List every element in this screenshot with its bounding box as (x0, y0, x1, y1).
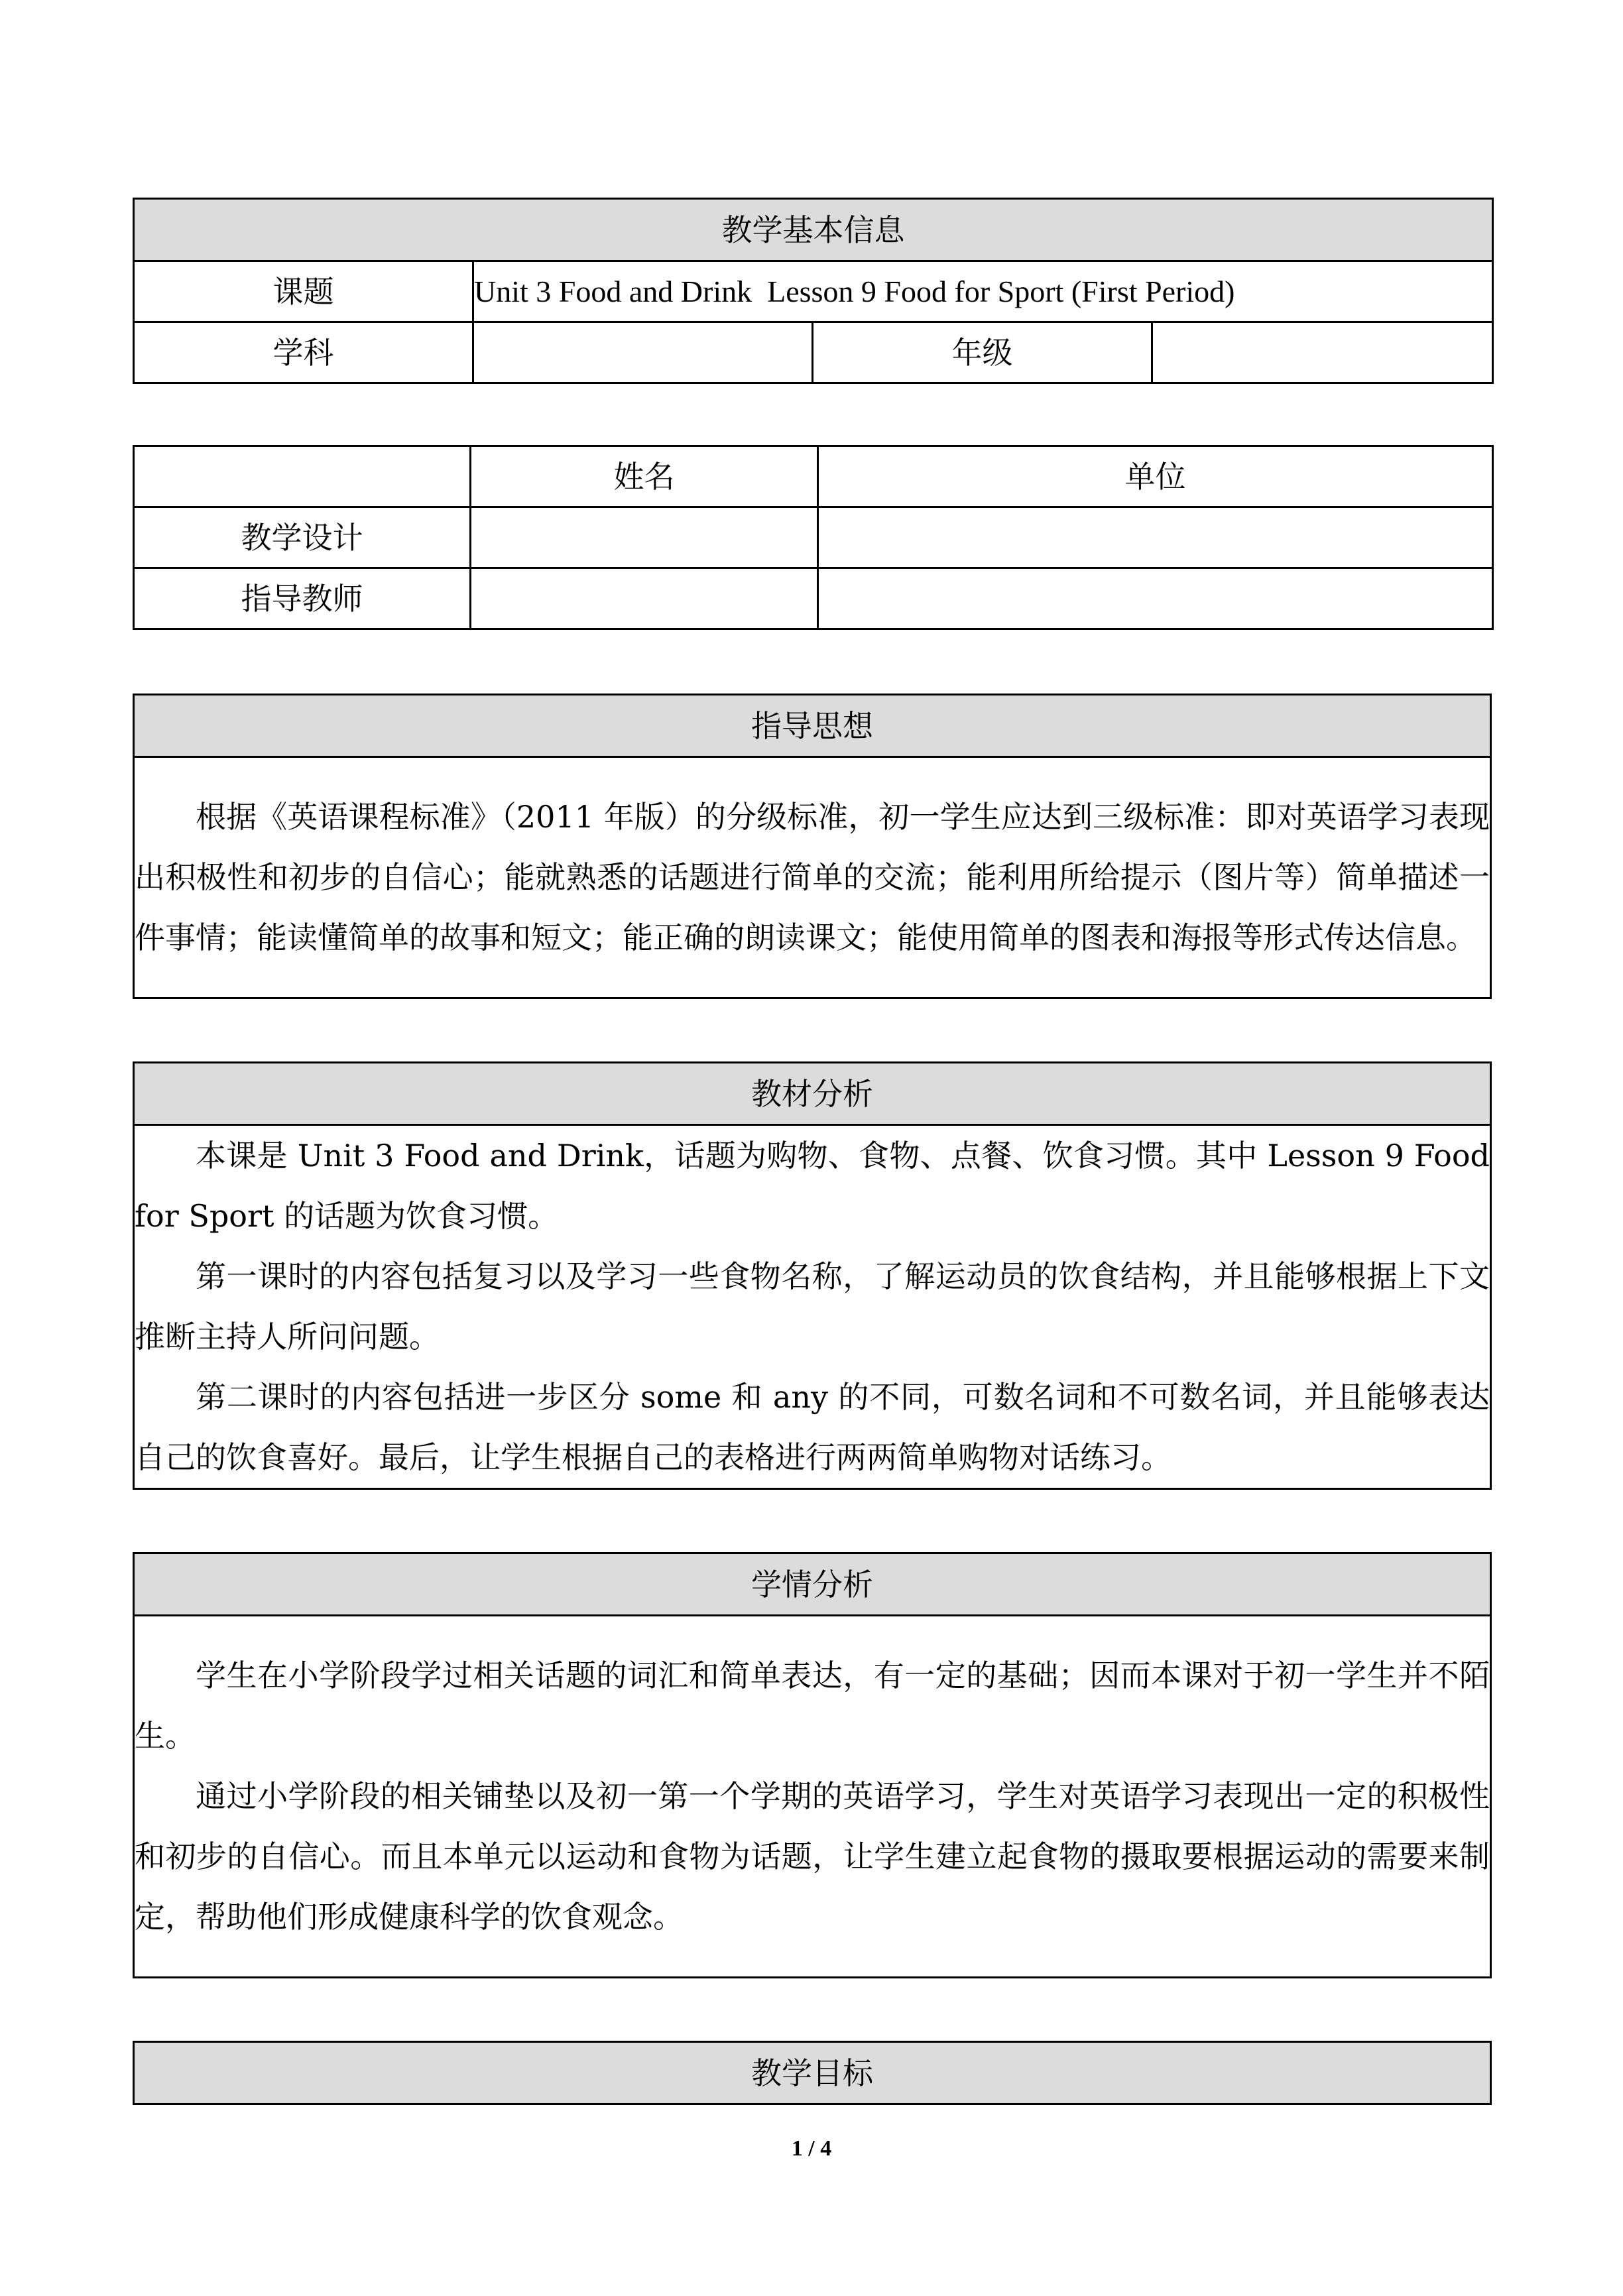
guiding-paragraph: 根据《英语课程标准》（2011 年版）的分级标准，初一学生应达到三级标准：即对英语学习表现出积极性和初步的自信心；能就熟悉的话题进行简单的交流；能利用所给提示（图片等）简单描述一件事情；能读懂简单的故事和短文；能正确的朗读课文；能使用简单的图表和海报等形式传达信息。 (135, 799, 1490, 955)
students-paragraph-2: 通过小学阶段的相关铺垫以及初一第一个学期的英语学习，学生对英语学习表现出一定的积极性和初步的自信心。而且本单元以运动和食物为话题，让学生建立起食物的摄取要根据运动的需要来制定，帮助他们形成健康科学的饮食观念。 (135, 1778, 1490, 1935)
page-number: 1 / 4 (791, 2136, 832, 2161)
name-header: 姓名 (471, 446, 818, 507)
students-table (133, 1552, 1492, 1978)
guiding-header: 指导思想 (134, 695, 1491, 757)
students-body (134, 1616, 1491, 1978)
textbook-paragraph-1: 本课是 Unit 3 Food and Drink，话题为购物、食物、点餐、饮食习惯。其中 Lesson 9 Food for Sport 的话题为饮食习惯。 (135, 1138, 1490, 1234)
textbook-table (133, 1061, 1492, 1490)
design-unit (818, 507, 1493, 568)
textbook-paragraph-3: 第二课时的内容包括进一步区分 some 和 any 的不同，可数名词和不可数名词，并且能够表达自己的饮食喜好。最后，让学生根据自己的表格进行两两简单购物对话练习。 (135, 1379, 1490, 1475)
topic-label: 课题 (134, 261, 473, 322)
grade-value (1152, 322, 1493, 383)
objectives-header: 教学目标 (134, 2042, 1491, 2104)
students-paragraph-1: 学生在小学阶段学过相关话题的词汇和简单表达，有一定的基础；因而本课对于初一学生并不陌生。 (135, 1658, 1490, 1754)
textbook-paragraph-2: 第一课时的内容包括复习以及学习一些食物名称，了解运动员的饮食结构，并且能够根据上下文推断主持人所问问题。 (135, 1258, 1490, 1355)
role-design: 教学设计 (134, 507, 471, 568)
unit-header: 单位 (818, 446, 1493, 507)
topic-value: Unit 3 Food and Drink Lesson 9 Food for Sport (First Period) (473, 261, 1493, 322)
subject-label: 学科 (134, 322, 473, 383)
objectives-table (133, 2041, 1492, 2105)
guiding-table (133, 694, 1492, 999)
people-corner-cell (134, 446, 471, 507)
guiding-body (134, 757, 1491, 998)
textbook-body (134, 1125, 1491, 1489)
design-name (471, 507, 818, 568)
role-advisor: 指导教师 (134, 568, 471, 629)
people-table (133, 445, 1494, 630)
subject-value (473, 322, 813, 383)
basic-info-table (133, 198, 1494, 384)
students-header: 学情分析 (134, 1553, 1491, 1616)
textbook-header: 教材分析 (134, 1063, 1491, 1125)
grade-label: 年级 (813, 322, 1152, 383)
advisor-unit (818, 568, 1493, 629)
advisor-name (471, 568, 818, 629)
basic-info-header: 教学基本信息 (134, 199, 1493, 261)
